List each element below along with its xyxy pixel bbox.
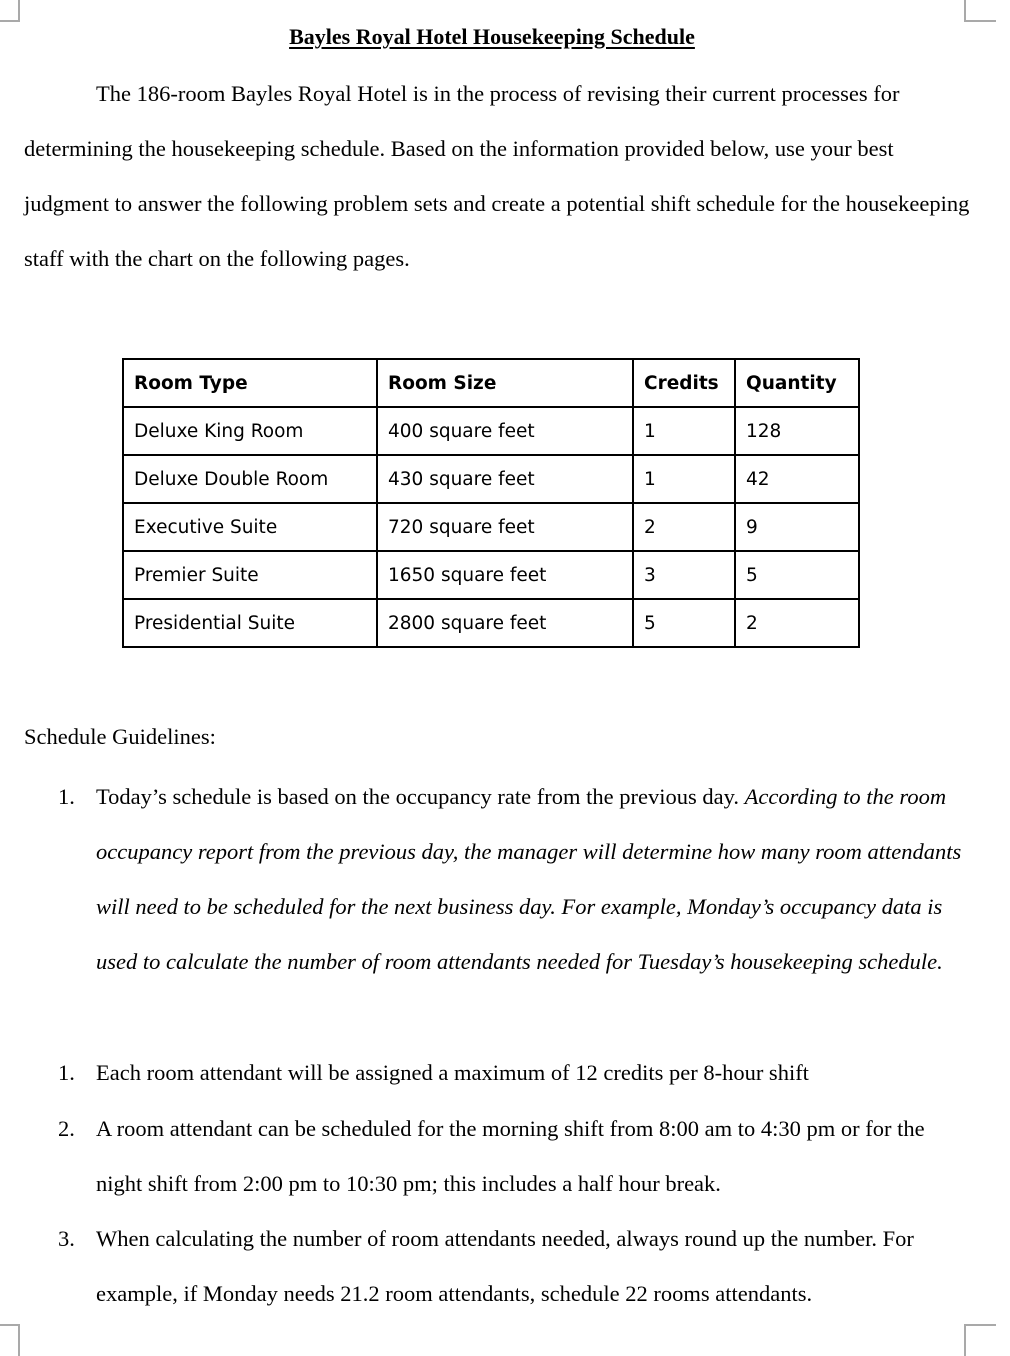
header-credits: Credits	[633, 359, 735, 407]
crop-mark-top-right	[964, 0, 996, 22]
cell-credits: 5	[633, 599, 735, 647]
table-row	[123, 551, 859, 599]
guidelines-heading: Schedule Guidelines:	[24, 724, 216, 749]
header-quantity: Quantity	[735, 359, 859, 407]
cell-room-size: 400 square feet	[377, 407, 633, 455]
table-row	[123, 407, 859, 455]
header-room-type: Room Type	[123, 359, 377, 407]
guideline-text-regular: Today’s schedule is based on the occupancy rate from the previous day.	[96, 784, 745, 809]
cell-credits: 1	[633, 407, 735, 455]
cell-quantity: 9	[735, 503, 859, 551]
table-row	[123, 455, 859, 503]
cell-room-size: 430 square feet	[377, 455, 633, 503]
cell-quantity: 5	[735, 551, 859, 599]
crop-mark-top-left	[0, 0, 20, 22]
intro-paragraph: The 186-room Bayles Royal Hotel is in the process of revising their current processes for determining the housekeeping schedule. Based on the information provided below, use your best judgment to answer the following problem sets and create a potential shift schedule for the housekeeping staff with the chart on the following pages.	[24, 81, 970, 271]
guideline-item	[58, 1045, 968, 1100]
crop-mark-bottom-right	[964, 1324, 996, 1356]
crop-mark-bottom-left	[0, 1324, 20, 1356]
guideline-number: 1.	[58, 1060, 75, 1085]
table-header-row	[123, 359, 859, 407]
header-room-size: Room Size	[377, 359, 633, 407]
cell-credits: 2	[633, 503, 735, 551]
cell-credits: 1	[633, 455, 735, 503]
cell-room-size: 720 square feet	[377, 503, 633, 551]
guideline-number: 1.	[58, 784, 75, 809]
guideline-item	[58, 1101, 968, 1211]
cell-credits: 3	[633, 551, 735, 599]
room-table	[122, 358, 860, 648]
guideline-text: Each room attendant will be assigned a maximum of 12 credits per 8-hour shift	[96, 1060, 809, 1085]
document-title: Bayles Royal Hotel Housekeeping Schedule	[289, 24, 695, 49]
cell-quantity: 42	[735, 455, 859, 503]
cell-room-type: Deluxe Double Room	[123, 455, 377, 503]
guideline-text: A room attendant can be scheduled for the morning shift from 8:00 am to 4:30 pm or for the night shift from 2:00 pm to 10:30 pm; this includes a half hour break.	[96, 1116, 925, 1196]
cell-room-size: 2800 square feet	[377, 599, 633, 647]
guideline-text-italic: According to the room occupancy report from the previous day, the manager will determine how many room attendants will need to be scheduled for the next business day. For example, Monday’s occupancy data is used to calculate the number of room attendants needed for Tuesday’s housekeeping schedule.	[96, 784, 962, 974]
guideline-number: 3.	[58, 1226, 75, 1251]
guideline-item	[58, 1211, 968, 1321]
cell-room-type: Premier Suite	[123, 551, 377, 599]
cell-room-type: Deluxe King Room	[123, 407, 377, 455]
cell-quantity: 128	[735, 407, 859, 455]
table-row	[123, 599, 859, 647]
cell-room-type: Presidential Suite	[123, 599, 377, 647]
guideline-number: 2.	[58, 1116, 75, 1141]
guideline-text	[96, 769, 968, 989]
cell-room-type: Executive Suite	[123, 503, 377, 551]
guideline-text: When calculating the number of room attendants needed, always round up the number. For example, if Monday needs 21.2 room attendants, schedule 22 rooms attendants.	[96, 1226, 914, 1306]
guideline-item	[58, 769, 968, 989]
cell-quantity: 2	[735, 599, 859, 647]
cell-room-size: 1650 square feet	[377, 551, 633, 599]
table-row	[123, 503, 859, 551]
